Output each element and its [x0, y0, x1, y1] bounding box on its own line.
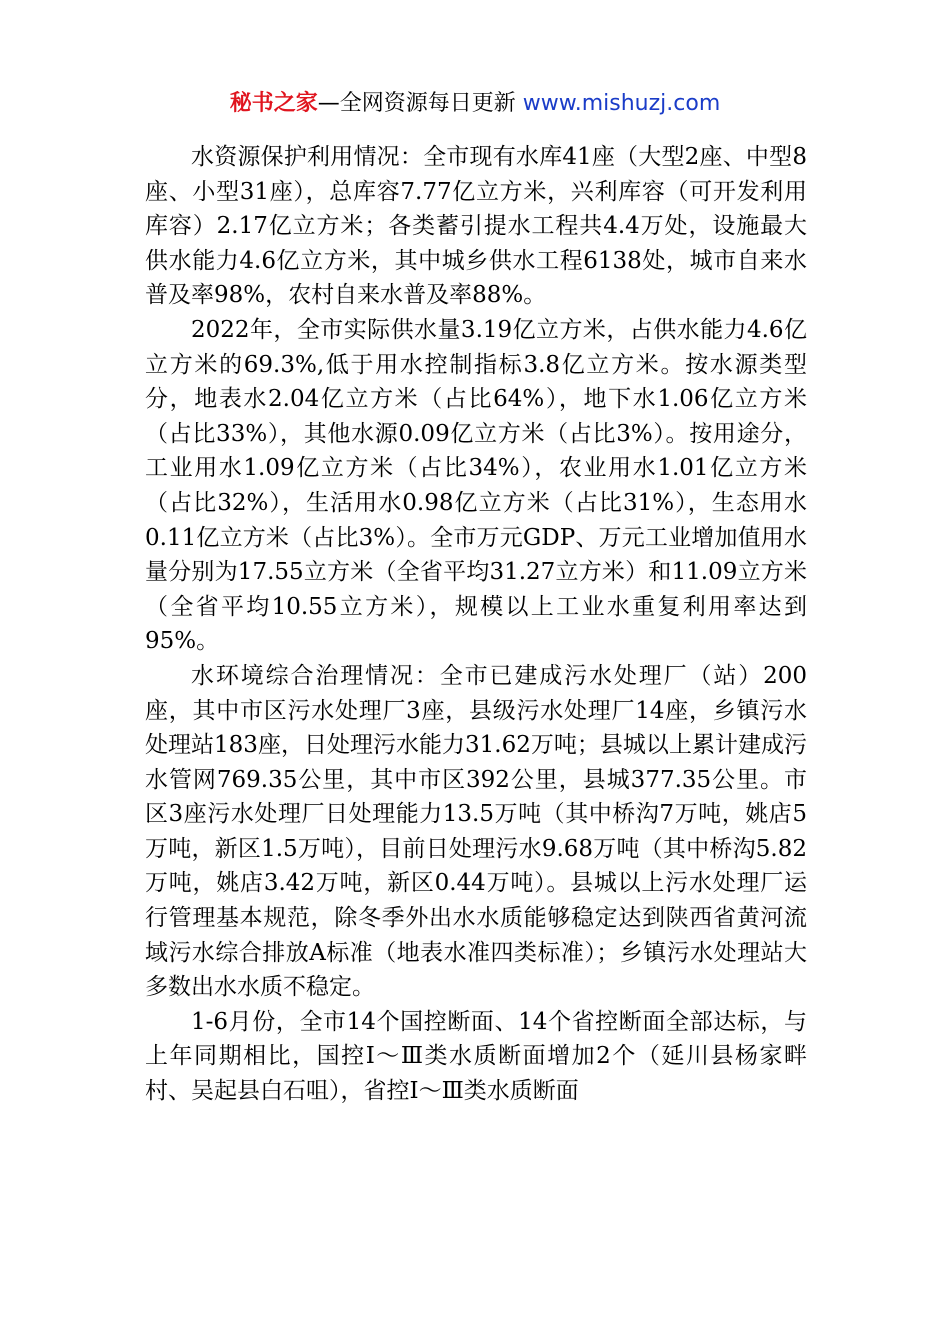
- site-header: [0, 88, 950, 120]
- paragraph-water-supply-2022: 2022年，全市实际供水量3.19亿立方米，占供水能力4.6亿立方米的69.3%,低于用水控制指标3.8亿立方米。按水源类型分，地表水2.04亿立方米（占比64%），地下水1.06亿立方米（占比33%），其他水源0.09亿立方米（占比3%）。按用途分，工业用水1.09亿立方米（占比34%），农业用水1.01亿立方米（占比32%），生活用水0.98亿立方米（占比31%），生态用水0.11亿立方米（占比3%）。全市万元GDP、万元工业增加值用水量分别为17.55立方米（全省平均31.27立方米）和11.09立方米（全省平均10.55立方米），规模以上工业水重复利用率达到95%。: [145, 316, 807, 655]
- document-body: [145, 140, 807, 1109]
- header-slogan: 全网资源每日更新: [339, 91, 516, 116]
- site-url-link[interactable]: www.mishuzj.com: [522, 91, 721, 116]
- paragraph-water-resources: 水资源保护利用情况：全市现有水库41座（大型2座、中型8座、小型31座），总库容7.77亿立方米，兴利库容（可开发利用库容）2.17亿立方米；各类蓄引提水工程共4.4万处，设施最大供水能力4.6亿立方米，其中城乡供水工程6138处，城市自来水普及率98%，农村自来水普及率88%。: [145, 144, 807, 309]
- header-separator: —: [317, 91, 340, 116]
- brand-name: 秘书之家: [229, 91, 318, 116]
- paragraph-water-environment: 水环境综合治理情况：全市已建成污水处理厂（站）200座，其中市区污水处理厂3座，县级污水处理厂14座，乡镇污水处理站183座，日处理污水能力31.62万吨；县城以上累计建成污水管网769.35公里，其中市区392公里，县城377.35公里。市区3座污水处理厂日处理能力13.5万吨（其中桥沟7万吨，姚店5万吨，新区1.5万吨），目前日处理污水9.68万吨（其中桥沟5.82万吨，姚店3.42万吨，新区0.44万吨）。县城以上污水处理厂运行管理基本规范，除冬季外出水水质能够稳定达到陕西省黄河流域污水综合排放A标准（地表水准四类标准）；乡镇污水处理站大多数出水水质不稳定。: [145, 662, 807, 1001]
- paragraph-monitoring-sections: 1-6月份，全市14个国控断面、14个省控断面全部达标，与上年同期相比，国控Ⅰ～Ⅲ类水质断面增加2个（延川县杨家畔村、吴起县白石咀），省控Ⅰ～Ⅲ类水质断面: [145, 1008, 807, 1105]
